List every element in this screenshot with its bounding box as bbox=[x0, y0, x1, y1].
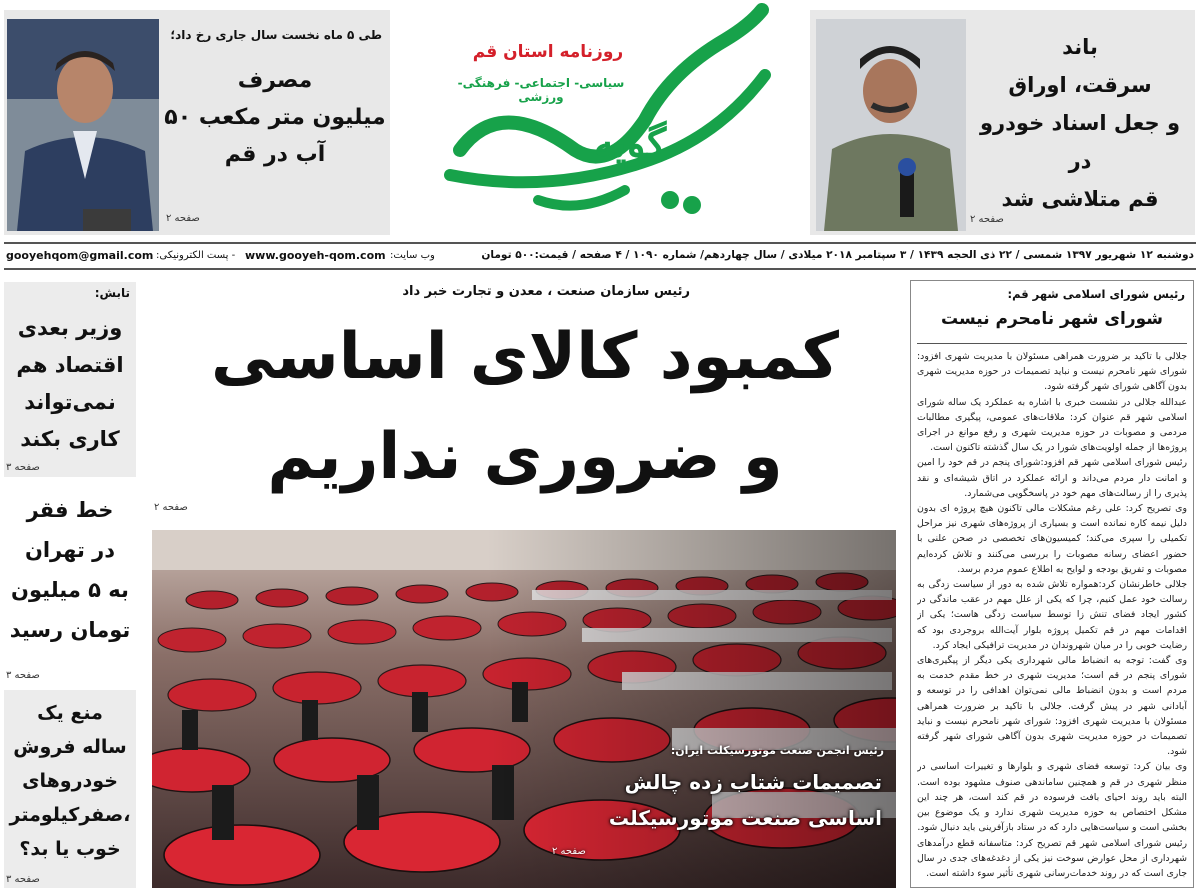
left-story-1[interactable] bbox=[4, 282, 136, 477]
paragraph: وی گفت: توجه به انضباط مالی شهرداری یکی دیگر از پیگیری‌های شورای پنجم در قم است؛ مدیریت شهری در خط مقدم خدمت به مردم است و بدون انضباط مالی نمی‌توان اهدافی را در توسعه و آبادانی شهر در پیش گرفت. جلالی با تاکید بر ضرورت همراهی مسئولان با مدیریت شهری افزود: شورای شهر نامحرم نیست و نباید تصمیمات در حوزه مدیریت شهری بدون آگاهی شورای شهر گرفته شود. bbox=[917, 655, 1187, 758]
tagline-2: سیاسی- اجتماعی- فرهنگی- ورزشی bbox=[457, 76, 625, 104]
headline-line: خودروهای bbox=[22, 770, 118, 792]
left-story-headline bbox=[4, 696, 136, 866]
headline-line: سرقت، اوراق bbox=[1008, 73, 1152, 97]
headline-line: مصرف bbox=[237, 68, 313, 93]
main-headline-line-1[interactable]: کمبود کالای اساسی bbox=[211, 320, 839, 394]
headline-line: کاری بکند bbox=[20, 427, 120, 451]
top-left-kicker: طی ۵ ماه نخست سال جاری رخ داد؛ bbox=[170, 28, 382, 42]
headline-line: خط فقر bbox=[26, 498, 114, 522]
info-bar-bottom-rule bbox=[4, 268, 1196, 270]
paragraph: جلالی خاطرنشان کرد:همواره تلاش شده به دور از سیاست زدگی به رسالت خود عمل کنیم، چرا که یکی از علل مهم در عقب ماندگی در کشور ایجاد فضای تنش زا توسط سیاست زدگی هاست؛ یکی از اقدامات مهم در قم تکمیل پروژه بلوار آیت‌الله بروجردی بود که رضایت خوبی را در میان شهروندان در مدیریت ترافیکی ایجاد کرد. bbox=[917, 579, 1187, 651]
person-photo-icon bbox=[7, 19, 159, 231]
headline-line: به ۵ میلیون bbox=[11, 578, 129, 602]
main-headline-line-2[interactable]: و ضروری نداریم bbox=[267, 420, 783, 494]
left-story-headline bbox=[4, 310, 136, 458]
photo-story-headline-1[interactable]: تصمیمات شتاب زده چالش bbox=[624, 770, 882, 794]
logo-name: گویه bbox=[593, 120, 667, 167]
headline-line: اقتصاد هم bbox=[16, 353, 124, 377]
website-address[interactable]: www.gooyeh-qom.com bbox=[245, 249, 386, 262]
officer-photo bbox=[816, 19, 966, 231]
paragraph: وی بیان کرد: توسعه فضای شهری و بلوارها و تغییرات اساسی در منظر شهری در قم و همچنین ساماندهی صنوف مشهود بوده است. البته باید روند احیای بافت فرسوده در قم کند است، هر چند این مشکل اختصاص به حوزه مدیریت شهری ندارد و یک موضوع بین بخشی است و سیاست‌هایی دارد که در ستاد بازآفرینی باید دنبال شود. bbox=[917, 761, 1187, 834]
headline-line: باند bbox=[1062, 35, 1098, 59]
paragraph: جلالی با تاکید بر ضرورت همراهی مسئولان با مدیریت شهری افزود: شورای شهر نامحرم نیست و نباید تصمیمات در حوزه مدیریت شهری بدون آگاهی شورای شهر گرفته شود. bbox=[917, 351, 1187, 393]
photo-story-kicker: رئیس انجمن صنعت موتورسیکلت ایران: bbox=[670, 744, 884, 757]
email-address[interactable]: gooyehqom@gmail.com bbox=[6, 249, 154, 262]
masthead-logo[interactable] bbox=[420, 0, 800, 230]
top-left-headline bbox=[164, 62, 386, 173]
main-story-page-ref: صفحه ۲ bbox=[154, 502, 188, 513]
top-right-headline bbox=[970, 28, 1190, 218]
paragraph: رئیس شورای اسلامی شهر قم افزود:شورای پنجم در قم خود را امین و امانت دار مردم می‌داند و ارائه عملکرد در اتاق شیشه‌ای و نقد پذیری را از رسالت‌های مهم خود در پاسخگویی می‌شمارد. bbox=[917, 457, 1187, 499]
issue-info: دوشنبه ۱۲ شهریور ۱۳۹۷ شمسی / ۲۲ ذی الحجه ۱۴۳۹ / ۳ سپتامبر ۲۰۱۸ میلادی / سال چهاردهم/ شماره ۱۰۹۰ / ۴ صفحه / قیمت:۵۰۰ تومان bbox=[481, 249, 1194, 261]
left-story-kicker: تابش: bbox=[94, 286, 130, 300]
official-photo bbox=[7, 19, 159, 231]
headline-line: صفرکیلومتر، bbox=[9, 804, 131, 826]
photo-story-page-ref: صفحه ۲ bbox=[552, 846, 586, 857]
logo-swirl-icon bbox=[420, 0, 800, 230]
motorcycle-rows-image bbox=[152, 530, 896, 888]
paragraph: عبدالله جلالی در نشست خبری با اشاره به عملکرد یک ساله شورای اسلامی شهر قم عنوان کرد: ملاقات‌های عمومی، پیگیری مطالبات مردمی و مصوبات در حوزه مدیریت شهری و رفع موانع در اجرای پروژه‌ها از جمله اولویت‌های شورا در یک سال گذشته تاکنون است. bbox=[917, 396, 1187, 454]
headline-line: ساله فروش bbox=[13, 736, 127, 758]
right-story[interactable] bbox=[910, 280, 1194, 888]
paragraph: رئیس شورای اسلامی شهر قم تصریح کرد: متاسفانه قطع درآمدهای شهرداری از محل عوارض سوخت نیز یکی از دغدغه‌های جدی در سال جاری است که در روند خدمات‌رسانی شهری تأثیر سوء داشته است. bbox=[917, 837, 1187, 879]
right-story-headline: شورای شهر نامحرم نیست bbox=[940, 309, 1164, 329]
left-story-page-ref: صفحه ۳ bbox=[6, 670, 40, 681]
email-label: - پست الکترونیکی: bbox=[156, 250, 236, 261]
top-left-page-ref: صفحه ۲ bbox=[166, 213, 200, 224]
right-story-body bbox=[917, 349, 1187, 887]
left-story-headline bbox=[4, 490, 136, 650]
headline-line: آب در قم bbox=[224, 142, 326, 167]
top-right-story[interactable] bbox=[810, 10, 1195, 235]
photo-story-headline-2[interactable]: اساسی صنعت موتورسیکلت bbox=[608, 806, 882, 830]
right-story-rule bbox=[917, 343, 1187, 344]
motorcycles-photo[interactable] bbox=[152, 530, 896, 888]
person-photo-icon bbox=[816, 19, 966, 231]
left-story-2[interactable] bbox=[4, 484, 136, 684]
main-story-kicker: رئیس سازمان صنعت ، معدن و تجارت خبر داد bbox=[402, 284, 690, 299]
headline-line: در تهران bbox=[24, 538, 116, 562]
headline-line: خوب یا بد؟ bbox=[19, 838, 121, 860]
headline-line: و جعل اسناد خودرو در bbox=[979, 111, 1181, 173]
right-story-kicker: رئیس شورای اسلامی شهر قم: bbox=[1007, 287, 1185, 301]
headline-line: ۵۰ میلیون متر مکعب bbox=[164, 105, 386, 130]
left-story-page-ref: صفحه ۳ bbox=[6, 462, 40, 473]
website-label: وب سایت: bbox=[390, 250, 435, 261]
headline-line: نمی‌تواند bbox=[24, 390, 116, 414]
tagline-1: روزنامه استان قم bbox=[472, 42, 624, 62]
top-right-page-ref: صفحه ۲ bbox=[970, 214, 1004, 225]
left-story-page-ref: صفحه ۳ bbox=[6, 874, 40, 885]
paragraph: وی تصریح کرد: علی رغم مشکلات مالی تاکنون هیچ پروژه ای بدون دلیل نیمه کاره نمانده است و بسیاری از پروژه‌های شهری نیز مراحل تکمیلی را سپری می‌کند؛ کمیسیون‌های تخصصی در صحن علنی با حضور اعضای رسانه مصوبات را بررسی می‌کنند و تلاش کرده‌ایم مصوبات و تفریق بودجه و لوایح به اطلاع عموم مردم برسد. bbox=[917, 503, 1187, 575]
left-story-3[interactable] bbox=[4, 690, 136, 888]
headline-line: تومان رسید bbox=[9, 618, 131, 642]
info-bar-top-rule bbox=[4, 242, 1196, 244]
top-left-story[interactable] bbox=[4, 10, 390, 235]
headline-line: وزیر بعدی bbox=[17, 316, 123, 340]
headline-line: منع یک bbox=[37, 702, 103, 724]
headline-line: قم متلاشی شد bbox=[1001, 187, 1159, 211]
